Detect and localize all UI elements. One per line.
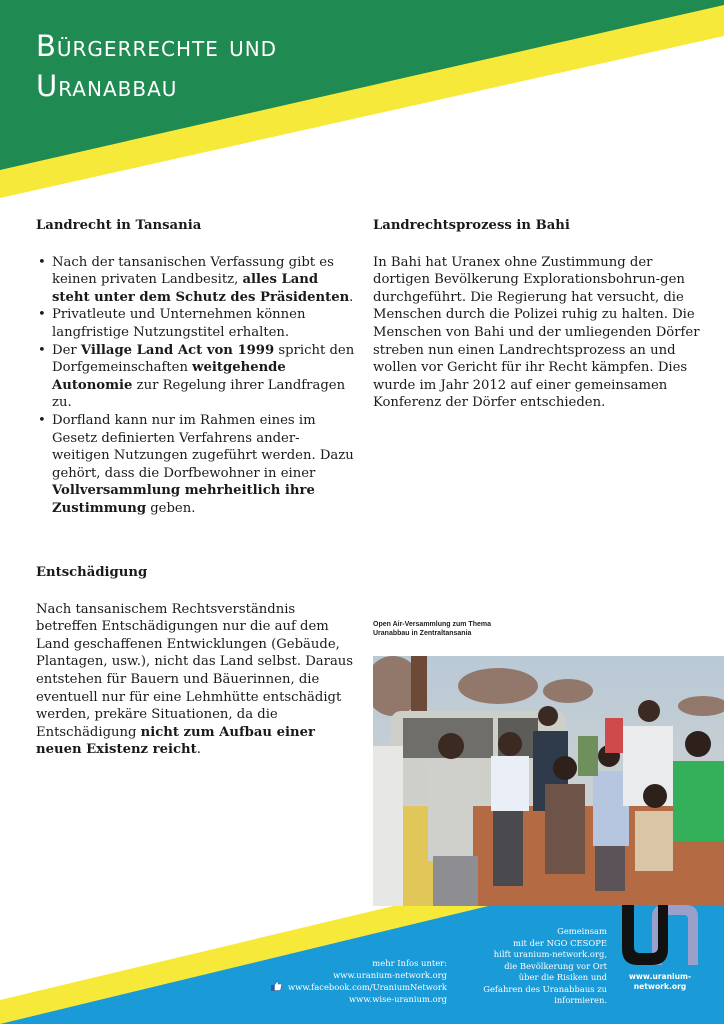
link-wise-uranium[interactable]: www.wise-uranium.org bbox=[349, 993, 447, 1004]
section-heading: Landrechtsprozess in Bahi bbox=[373, 218, 570, 233]
caption-line: Uranabbau in Zentraltansania bbox=[373, 630, 472, 637]
section-landrecht-tansania bbox=[36, 217, 356, 518]
bullet-text: Privatleute und Unternehmen können langfristige Nutzungstitel erhalten. bbox=[52, 307, 306, 340]
bullet-list bbox=[36, 254, 356, 518]
bullet-bold-text: Village Land Act von 1999 bbox=[80, 342, 275, 358]
bullet-bold-text: Vollversammlung mehrheitlich ihre Zustimmung bbox=[52, 483, 315, 516]
bullet-text: Der bbox=[52, 342, 81, 358]
section-heading: Entschädigung bbox=[36, 565, 148, 580]
page-title bbox=[36, 26, 277, 106]
cesope-line: mit der NGO CESOPE bbox=[512, 937, 607, 948]
bullet-text: . bbox=[349, 289, 354, 305]
link-facebook-row bbox=[271, 981, 447, 994]
logo-text[interactable] bbox=[616, 972, 704, 992]
bullet-item bbox=[36, 412, 356, 518]
links-intro: mehr Infos unter: bbox=[372, 958, 447, 968]
bullet-text: zur Regelung ihrer Landfragen zu. bbox=[52, 377, 346, 411]
bullet-text: Dorfland kann nur im Rahmen eines im Gesetz definierten Verfahrens ander-weitigen Nutzungen zugeführt werden. Dazu gehört, dass die Dorfbewohner in einer bbox=[52, 412, 354, 481]
cesope-line: Gemeinsam bbox=[557, 926, 607, 936]
photo-open-air-meeting bbox=[373, 656, 724, 906]
link-uranium-network[interactable]: www.uranium-network.org bbox=[333, 969, 447, 980]
bullet-item bbox=[36, 342, 356, 412]
bullet-item bbox=[36, 254, 356, 307]
photo-caption bbox=[373, 620, 491, 638]
cesope-line: die Bevölkerung vor Ort bbox=[504, 960, 607, 971]
section-entschaedigung bbox=[36, 564, 356, 759]
section-landrechtsprozess-bahi bbox=[373, 217, 703, 412]
section-body: In Bahi hat Uranex ohne Zustimmung der dortigen Bevölkerung Explorationsbohrun-gen durchgeführt. Die Regierung hat versucht, die Menschen durch die Polizei ruhig zu halten. Die Menschen von Bahi und der umliegenden Dörfer streben nun einen Landrechtsprozess an und wollen vor Gericht für ihr Recht kämpfen. Dies wurde im Jahr 2012 auf einer gemeinsamen Konferenz der Dörfer entschieden. bbox=[373, 254, 700, 411]
logo-text-line: www.uranium- bbox=[628, 972, 692, 981]
cesope-line: über die Risiken und bbox=[518, 972, 607, 982]
cesope-line: informieren. bbox=[554, 995, 607, 1005]
cesope-line: hilft uranium-network.org, bbox=[493, 949, 607, 959]
footer-links bbox=[271, 958, 447, 1005]
bullet-bold-text: weitgehende Autonomie bbox=[52, 360, 286, 393]
bullet-text: spricht den Dorfgemeinschaften bbox=[52, 342, 355, 376]
cesope-line: Gefahren des Uranabbaus zu bbox=[483, 983, 607, 994]
bullet-item bbox=[36, 306, 356, 341]
bullet-text: geben. bbox=[146, 500, 196, 516]
photo-illustration bbox=[373, 656, 724, 906]
bullet-bold-text: alles Land steht unter dem Schutz des Präsidenten bbox=[52, 272, 350, 305]
facebook-like-icon bbox=[271, 981, 282, 991]
cesope-note bbox=[447, 926, 607, 1007]
uranium-network-logo-icon bbox=[622, 903, 698, 965]
section-body bbox=[36, 601, 356, 759]
logo-text-line: network.org bbox=[633, 982, 687, 991]
section-heading: Landrecht in Tansania bbox=[36, 218, 202, 233]
body-text: . bbox=[196, 742, 201, 758]
link-facebook[interactable]: www.facebook.com/UraniumNetwork bbox=[288, 982, 447, 992]
body-bold-text: nicht zum Aufbau einer neuen Existenz reicht bbox=[36, 724, 315, 758]
bullet-text: Nach der tansanischen Verfassung gibt es keinen privaten Landbesitz, bbox=[52, 254, 334, 288]
title-line-2: Uranabbau bbox=[36, 69, 178, 103]
caption-line: Open Air-Versammlung zum Thema bbox=[373, 621, 491, 628]
body-text: Nach tansanischem Rechtsverständnis betreffen Entschädigungen nur die auf dem Land geschaffenen Entwicklungen (Gebäude, Plantagen, usw.), nicht das Land selbst. Daraus entstehen für Bauern und Bäuerinnen, die eventuell nur für eine Lehmhütte entschädigt werden, prekäre Situationen, da die Entschädigung bbox=[36, 601, 354, 740]
title-line-1: Bürgerrechte und bbox=[36, 29, 278, 63]
